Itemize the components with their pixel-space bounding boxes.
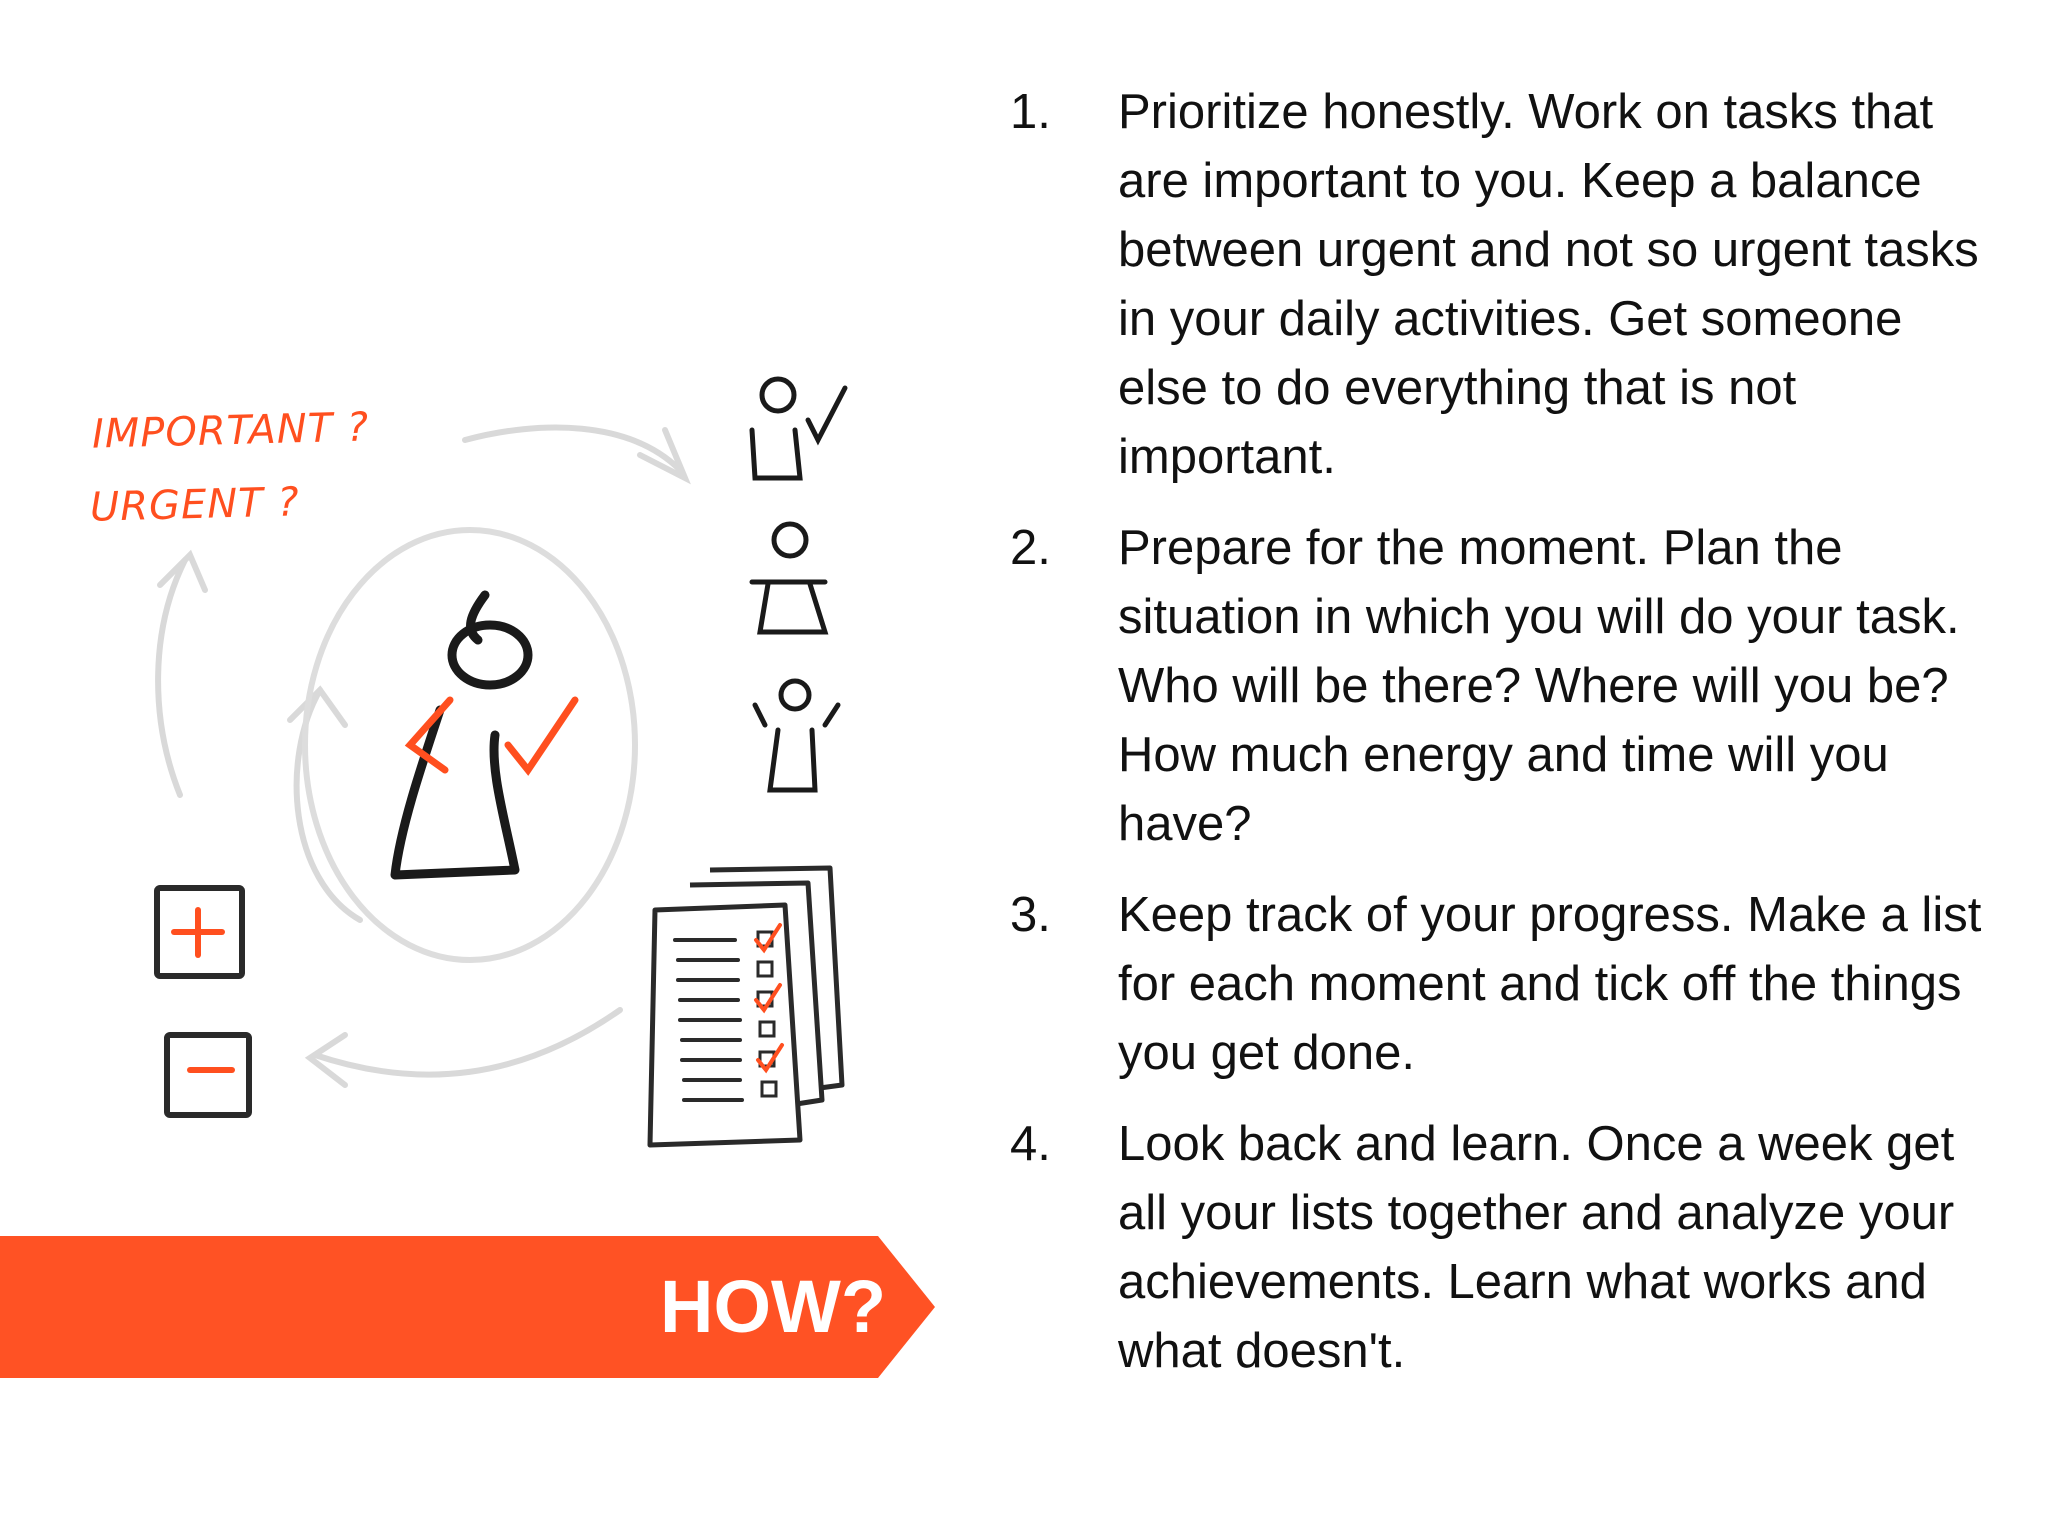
small-person-arms-out-icon <box>752 524 825 632</box>
sketch-drawing <box>0 0 940 1260</box>
cycle-arrow-left <box>158 560 185 795</box>
step-number: 4. <box>1010 1117 1051 1171</box>
label-important: IMPORTANT ? <box>91 404 370 458</box>
cycle-arrow-bottom <box>315 1010 620 1075</box>
step-number: 2. <box>1010 521 1051 575</box>
step-item <box>1010 78 2020 492</box>
checklist-icon <box>650 868 842 1145</box>
steps-list <box>1010 78 2020 1408</box>
how-banner-label: HOW? <box>660 1265 887 1348</box>
step-text: Keep track of your progress. Make a list for each moment and tick off the things you get done. <box>1118 888 1982 1080</box>
minus-box-icon <box>167 1035 249 1115</box>
step-text: Prepare for the moment. Plan the situation in which you will do your task. Who will be there? Where will you be? How much energy and time will you have? <box>1118 521 1960 851</box>
figure-column <box>752 379 845 790</box>
step-number: 3. <box>1010 888 1051 942</box>
step-text: Look back and learn. Once a week get all your lists together and analyze your achievements. Learn what works and what doesn't. <box>1118 1117 1955 1378</box>
cycle-arrow-top <box>465 428 680 470</box>
plus-sign <box>174 910 222 955</box>
step-item <box>1010 881 2020 1088</box>
inner-cycle-arrow-head <box>290 690 345 725</box>
productivity-illustration <box>0 0 940 1260</box>
small-person-arms-up-icon <box>755 681 838 790</box>
small-person-check-icon <box>752 379 845 478</box>
step-item <box>1010 514 2020 859</box>
label-urgent: URGENT ? <box>89 479 301 531</box>
step-item <box>1010 1110 2020 1386</box>
step-number: 1. <box>1010 85 1051 139</box>
central-circle <box>305 530 635 960</box>
step-text: Prioritize honestly. Work on tasks that are important to you. Keep a balance between urgent and not so urgent tasks in your daily activities. Get someone else to do everything that is not important. <box>1118 85 1979 484</box>
cycle-arrow-left-head <box>160 555 205 590</box>
